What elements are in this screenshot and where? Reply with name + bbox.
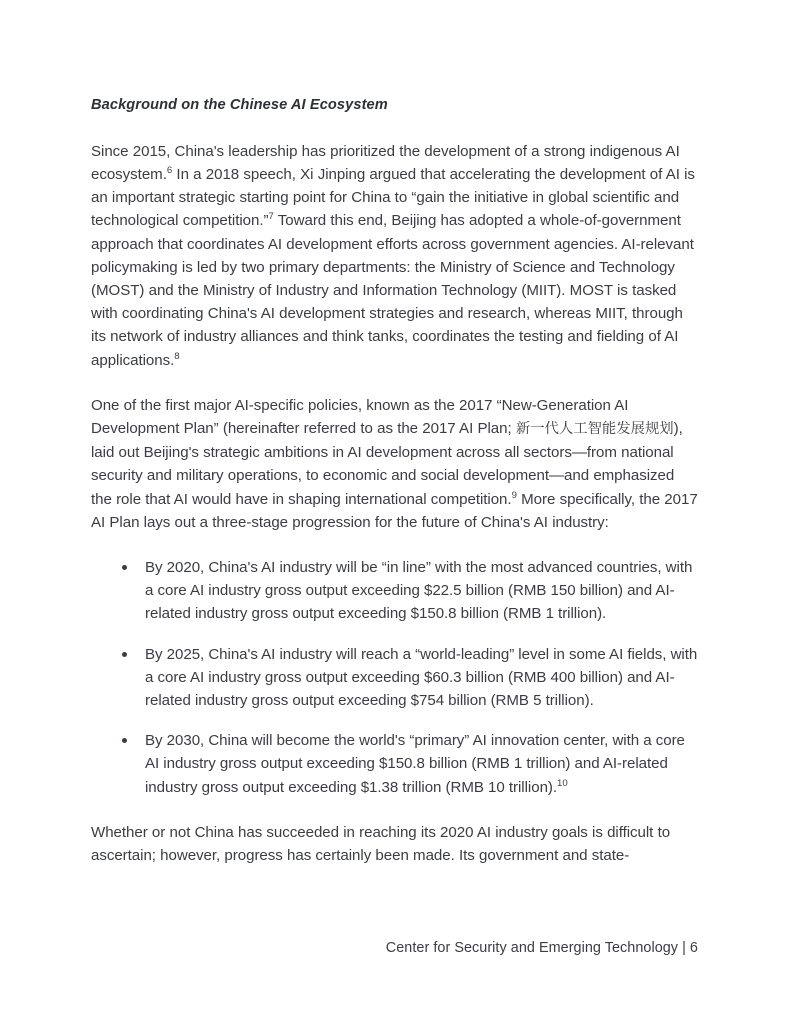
list-item: [91, 556, 698, 626]
list-item: [91, 643, 698, 713]
bullet-icon: [122, 565, 127, 570]
list-item-text: By 2025, China's AI industry will reach a “world-leading” level in some AI fields, with a core AI industry gross output exceeding $60.3 billion (RMB 400 billion) and AI-related industry gross output exceeding $754 billion (RMB 5 trillion).: [145, 645, 698, 709]
list-item-text: By 2030, China will become the world's “primary” AI innovation center, with a core AI industry gross output exceeding $150.8 billion (RMB 1 trillion) and AI-related industry gross output exceeding $1.38 trillion (RMB 10 trillion).: [145, 732, 685, 796]
footnote-marker-10: 10: [557, 777, 568, 789]
bullet-icon: [122, 738, 127, 743]
footnote-marker-7: 7: [268, 211, 274, 223]
document-body: [91, 96, 698, 867]
paragraph-background-ecosystem: [91, 140, 698, 372]
paragraph-2-part-b: ), laid out Beijing's strategic ambitions in AI development across all sectors—from national security and military operations, to economic and social development—and emphasized the role that AI would have in shaping international competition.: [91, 419, 683, 508]
paragraph-2-part-a: One of the first major AI-specific policies, known as the 2017 “New-Generation AI Development Plan” (hereinafter referred to as the 2017 AI Plan;: [91, 396, 629, 437]
footnote-marker-6: 6: [166, 164, 173, 176]
chinese-plan-name: 新一代人工智能发展规划: [515, 420, 674, 437]
page-footer: Center for Security and Emerging Technology | 6: [385, 940, 698, 956]
paragraph-2-part-c: More specifically, the 2017 AI Plan lays out a three-stage progression for the future of China's AI industry:: [91, 490, 698, 531]
paragraph-1-part-c: Toward this end, Beijing has adopted a whole-of-government approach that coordinates AI development efforts across government agencies. AI-relevant policymaking is led by two primary departments: the Ministry of Science and Technology (MOST) and the Ministry of Industry and Information Technology (MIIT). MOST is tasked with coordinating China's AI development strategies and research, whereas MIIT, through its network of industry alliances and think tanks, coordinates the testing and fielding of AI applications.: [91, 212, 694, 369]
list-item: [91, 729, 698, 799]
paragraph-1-part-b: In a 2018 speech, Xi Jinping argued that accelerating the development of AI is an important strategic starting point for China to “gain the initiative in global scientific and technological competition.”: [91, 165, 695, 230]
paragraph-ai-development-plan: [91, 394, 698, 534]
footnote-marker-8: 8: [174, 350, 180, 362]
bullet-icon: [122, 652, 127, 657]
paragraph-1-part-a: Since 2015, China's leadership has prioritized the development of a strong indigenous AI ecosystem.: [91, 142, 680, 183]
three-stage-progression-list: [91, 556, 698, 799]
section-heading: Background on the Chinese AI Ecosystem: [91, 97, 388, 113]
paragraph-2020-goals-assessment: Whether or not China has succeeded in reaching its 2020 AI industry goals is difficult to ascertain; however, progress has certainly been made. Its government and state-: [91, 823, 671, 864]
list-item-text: By 2020, China's AI industry will be “in line” with the most advanced countries, with a core AI industry gross output exceeding $22.5 billion (RMB 150 billion) and AI-related industry gross output exceeding $150.8 billion (RMB 1 trillion).: [145, 558, 693, 623]
footnote-marker-9: 9: [511, 489, 517, 501]
